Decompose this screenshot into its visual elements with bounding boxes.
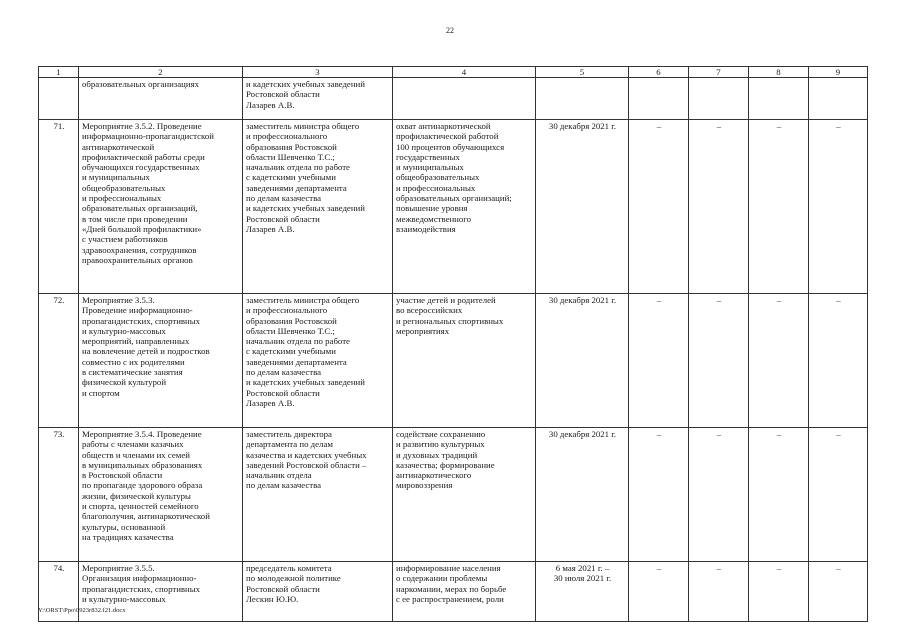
row-number-cell — [39, 78, 79, 120]
value-cell-c8: – — [749, 562, 809, 622]
cell-line: о содержании проблемы — [396, 573, 488, 584]
cell-line: области Шевченко Т.С.; — [246, 325, 335, 336]
cell-line: в муниципальных образованиях — [82, 459, 203, 470]
value-cell-c7: – — [689, 428, 749, 562]
value-cell-c6: – — [629, 294, 689, 428]
row-number-cell: 71. — [39, 120, 79, 294]
cell-line: и кадетских учебных заведений — [246, 79, 365, 89]
cell-line: взаимодействия — [396, 223, 456, 234]
row-number-cell: 73. — [39, 428, 79, 562]
cell-line: 6 мая 2021 г. – — [555, 563, 610, 573]
value-cell-c7: – — [689, 294, 749, 428]
value-cell-c7: – — [689, 562, 749, 622]
table-row — [39, 294, 868, 428]
cell-line: и муниципальных — [396, 162, 464, 173]
cell-line: антинаркотической — [82, 141, 155, 152]
value-cell-c9: – — [809, 294, 868, 428]
deadline-cell — [536, 78, 629, 120]
column-header: 6 — [629, 67, 689, 78]
cell-line: начальник отдела по работе — [246, 336, 350, 347]
activity-cell — [79, 428, 243, 562]
cell-line: казачества и кадетских учебных — [246, 449, 367, 460]
column-header: 9 — [809, 67, 868, 78]
cell-line: содействие сохранению — [396, 429, 486, 439]
cell-line: и развитию культурных — [396, 439, 485, 450]
cell-line: Лазарев А.В. — [246, 99, 295, 110]
row-number-cell: 72. — [39, 294, 79, 428]
cell-line: на традициях казачества — [82, 531, 174, 542]
table-row — [39, 428, 868, 562]
cell-line: обществ и членами их семей — [82, 449, 190, 460]
value-cell-c6: – — [629, 120, 689, 294]
cell-line: председатель комитета — [246, 563, 332, 573]
cell-line: по делам казачества — [246, 367, 322, 378]
column-header: 4 — [393, 67, 536, 78]
cell-line: 30 декабря 2021 г. — [548, 295, 617, 305]
value-cell-c9: – — [809, 428, 868, 562]
cell-line: Мероприятие 3.5.3. — [82, 295, 155, 305]
cell-line: заместитель министра общего — [246, 121, 360, 131]
cell-line: заместитель директора — [246, 429, 332, 439]
cell-line: участие детей и родителей — [396, 295, 496, 305]
cell-line: на вовлечение детей и подростков — [82, 346, 210, 357]
cell-line: Ростовской области — [246, 583, 320, 594]
column-header: 5 — [536, 67, 629, 78]
cell-line: физической культурой — [82, 377, 167, 388]
cell-line: в систематические занятия — [82, 367, 183, 378]
cell-line: межведомственного — [396, 213, 472, 224]
cell-line: и профессиональных — [396, 182, 476, 193]
value-cell-c9 — [809, 78, 868, 120]
cell-line: Мероприятие 3.5.4. Проведение — [82, 429, 202, 439]
cell-line: Мероприятие 3.5.2. Проведение — [82, 121, 202, 131]
cell-line: государственных — [396, 151, 460, 162]
value-cell-c6 — [629, 78, 689, 120]
cell-line: и спорта, ценностей семейного — [82, 501, 199, 512]
cell-line: работы с членами казачьих — [82, 439, 184, 450]
value-cell-c8: – — [749, 294, 809, 428]
value-cell-c8: – — [749, 428, 809, 562]
result-cell — [393, 428, 536, 562]
cell-line: образования Ростовской — [246, 315, 337, 326]
cell-line: и культурно-массовых — [82, 325, 166, 336]
cell-line: по делам казачества — [246, 193, 322, 204]
column-header: 3 — [243, 67, 393, 78]
cell-line: по пропаганде здорового образа — [82, 480, 203, 491]
cell-line: Ростовской области — [246, 213, 320, 224]
measures-table — [38, 66, 868, 622]
cell-line: и профессионального — [246, 305, 328, 316]
cell-line: 30 декабря 2021 г. — [548, 429, 617, 439]
column-header: 8 — [749, 67, 809, 78]
table-row — [39, 562, 868, 622]
cell-line: информирование населения — [396, 563, 501, 573]
cell-line: информационно-пропагандистской — [82, 131, 214, 142]
activity-cell — [79, 294, 243, 428]
cell-line: образовательных организаций; — [396, 193, 512, 204]
cell-line: мероприятиях — [396, 325, 450, 336]
cell-line: обучающихся государственных — [82, 162, 200, 173]
cell-line: охват антинаркотической — [396, 121, 491, 131]
cell-line: 100 процентов обучающихся — [396, 141, 505, 152]
cell-line: жизни, физической культуры — [82, 490, 191, 501]
executor-cell — [243, 294, 393, 428]
page-number: 22 — [446, 26, 454, 35]
cell-line: заместитель министра общего — [246, 295, 360, 305]
cell-line: Ростовской области — [246, 89, 320, 100]
cell-line: начальник отдела — [246, 470, 312, 481]
cell-line: в том числе при проведении — [82, 213, 188, 224]
cell-line: и профессионального — [246, 131, 328, 142]
value-cell-c9: – — [809, 120, 868, 294]
cell-line: пропагандистских, спортивных — [82, 583, 201, 594]
cell-line: заведениями департамента — [246, 182, 347, 193]
cell-line: в Ростовской области — [82, 470, 163, 481]
result-cell — [393, 294, 536, 428]
cell-line: начальник отдела по работе — [246, 162, 350, 173]
cell-line: образовательных организациях — [82, 79, 200, 89]
cell-line: культуры, основанной — [82, 521, 166, 532]
cell-line: с кадетскими учебными — [246, 172, 336, 183]
cell-line: здравоохранения, сотрудников — [82, 244, 197, 255]
cell-line: «Дней большой профилактики» — [82, 223, 202, 234]
value-cell-c6: – — [629, 562, 689, 622]
cell-line: совместно с их родителями — [82, 356, 185, 367]
activity-cell — [79, 78, 243, 120]
column-header: 7 — [689, 67, 749, 78]
value-cell-c9: – — [809, 562, 868, 622]
result-cell — [393, 120, 536, 294]
cell-line: наркомании, мерах по борьбе — [396, 583, 507, 594]
result-cell — [393, 562, 536, 622]
executor-cell — [243, 562, 393, 622]
cell-line: области Шевченко Т.С.; — [246, 151, 335, 162]
deadline-cell — [536, 294, 629, 428]
value-cell-c8: – — [749, 120, 809, 294]
result-cell — [393, 78, 536, 120]
executor-cell — [243, 428, 393, 562]
cell-line: и кадетских учебных заведений — [246, 203, 365, 214]
row-number-cell: 74. — [39, 562, 79, 622]
cell-line: Лескин Ю.Ю. — [246, 593, 299, 604]
cell-line: благополучия, антинаркотической — [82, 511, 210, 522]
cell-line: заведений Ростовской области – — [246, 459, 367, 470]
cell-line: Проведение информационно- — [82, 305, 193, 316]
value-cell-c8 — [749, 78, 809, 120]
cell-line: общеобразовательных — [396, 172, 480, 183]
cell-line: Ростовской области — [246, 387, 320, 398]
executor-cell — [243, 120, 393, 294]
cell-line: Организация информационно- — [82, 573, 197, 584]
column-header: 2 — [79, 67, 243, 78]
deadline-cell — [536, 120, 629, 294]
cell-line: казачества; формирование — [396, 459, 495, 470]
cell-line: с участием работников — [82, 234, 168, 245]
cell-line: департамента по делам — [246, 439, 333, 450]
table-row — [39, 120, 868, 294]
cell-line: повышение уровня — [396, 203, 468, 214]
cell-line: и региональных спортивных — [396, 315, 504, 326]
cell-line: и кадетских учебных заведений — [246, 377, 365, 388]
cell-line: правоохранительных органов — [82, 254, 193, 265]
executor-cell — [243, 78, 393, 120]
cell-line: образовательных организаций, — [82, 203, 198, 214]
footer-file-path: Y:\ORST\Ppo\0923r832.f21.docx — [38, 607, 126, 614]
cell-line: образования Ростовской — [246, 141, 337, 152]
cell-line: во всероссийских — [396, 305, 463, 316]
table-row — [39, 78, 868, 120]
cell-line: 30 июля 2021 г. — [553, 573, 612, 584]
cell-line: Лазарев А.В. — [246, 223, 295, 234]
cell-line: с ее распространением, роли — [396, 593, 504, 604]
cell-line: и муниципальных — [82, 172, 150, 183]
cell-line: Лазарев А.В. — [246, 397, 295, 408]
column-header: 1 — [39, 67, 79, 78]
value-cell-c7 — [689, 78, 749, 120]
cell-line: пропагандистских, спортивных — [82, 315, 201, 326]
activity-cell — [79, 120, 243, 294]
cell-line: и духовных традиций — [396, 449, 478, 460]
cell-line: профилактической работой — [396, 131, 499, 142]
cell-line: и спортом — [82, 387, 120, 398]
cell-line: с кадетскими учебными — [246, 346, 336, 357]
cell-line: Мероприятие 3.5.5. — [82, 563, 155, 573]
deadline-cell — [536, 562, 629, 622]
cell-line: по молодежной политике — [246, 573, 341, 584]
cell-line: мировоззрения — [396, 480, 453, 491]
deadline-cell — [536, 428, 629, 562]
cell-line: антинаркотического — [396, 470, 472, 481]
cell-line: общеобразовательных — [82, 182, 166, 193]
cell-line: мероприятий, направленных — [82, 336, 190, 347]
cell-line: заведениями департамента — [246, 356, 347, 367]
cell-line: и культурно-массовых — [82, 593, 166, 604]
value-cell-c7: – — [689, 120, 749, 294]
column-header-row — [39, 67, 868, 78]
value-cell-c6: – — [629, 428, 689, 562]
cell-line: и профессиональных — [82, 193, 162, 204]
cell-line: 30 декабря 2021 г. — [548, 121, 617, 131]
cell-line: по делам казачества — [246, 480, 322, 491]
cell-line: профилактической работы среди — [82, 151, 205, 162]
